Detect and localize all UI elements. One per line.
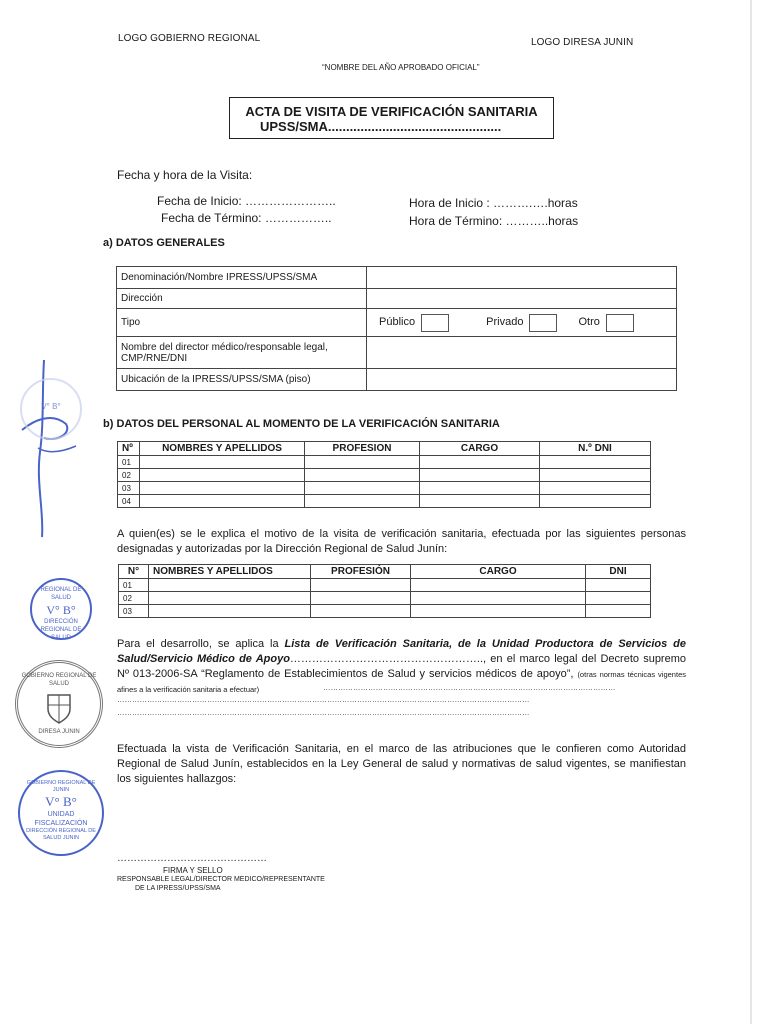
year-motto: “NOMBRE DEL AÑO APROBADO OFICIAL” — [322, 63, 480, 72]
row-number: 01 — [118, 456, 140, 469]
designated-header: PROFESIÓN — [311, 565, 411, 579]
page-edge-shadow — [750, 0, 752, 1024]
personnel-header: PROFESION — [305, 442, 420, 456]
vb-stamp-1-mid: V° B° — [46, 603, 76, 617]
row-number: 03 — [118, 482, 140, 495]
personnel-table — [117, 441, 651, 508]
gov-seal-top: GOBIERNO REGIONAL DE SALUD — [21, 673, 97, 687]
tipo-privado-label: Privado — [486, 316, 524, 329]
explanation-paragraph: A quien(es) se le explica el motivo de la visita de verificación sanitaria, efectuada por las siguientes personas designadas y autorizadas por la Dirección Regional de Salud Junín: — [117, 528, 686, 555]
tipo-publico-checkbox[interactable] — [421, 314, 449, 332]
visit-heading: Fecha y hora de la Visita: — [117, 168, 253, 182]
tipo-otro-label: Otro — [578, 316, 600, 329]
faded-stamp-text: V° B° — [41, 402, 61, 411]
general-row-value — [367, 337, 677, 369]
logo-right-placeholder: LOGO DIRESA JUNIN — [531, 37, 634, 48]
general-row-label: Ubicación de la IPRESS/UPSS/SMA (piso) — [117, 369, 367, 391]
designated-personnel-table — [118, 564, 651, 618]
general-row-value — [367, 267, 677, 289]
tipo-options — [367, 309, 677, 337]
fisc-stamp-unit: UNIDAD FISCALIZACIÓN — [34, 811, 88, 827]
vb-stamp-1-top: REGIONAL DE SALUD — [40, 587, 82, 601]
personnel-header: NOMBRES Y APELLIDOS — [140, 442, 305, 456]
signature-role: RESPONSABLE LEGAL/DIRECTOR MEDICO/REPRESENTANTE — [117, 876, 325, 883]
general-row-label: Tipo — [117, 309, 367, 337]
signature-line: ……………………………………… — [117, 853, 267, 864]
fisc-stamp-top: GOBIERNO REGIONAL DE JUNIN — [26, 780, 96, 793]
other-norms-note: (otras normas técnicas vigentes afines a la verificación sanitaria a efectuar) — [117, 670, 686, 694]
document-title-box — [229, 97, 554, 139]
table-row — [119, 592, 651, 605]
checklist-name: Lista de Verificación Sanitaria, de la Unidad Productora de Servicios de Salud/Servicio Médico de Apoyo — [117, 638, 686, 665]
logo-left-placeholder: LOGO GOBIERNO REGIONAL — [118, 33, 261, 44]
table-row — [118, 495, 651, 508]
designated-header: DNI — [586, 565, 651, 579]
row-number: 03 — [119, 605, 149, 618]
fisc-stamp-mid: V° B° — [45, 794, 77, 809]
designated-header: N° — [119, 565, 149, 579]
tipo-publico-label: Público — [379, 316, 416, 329]
personnel-header: CARGO — [420, 442, 540, 456]
end-time-field: Hora de Término: ………..horas — [409, 214, 579, 228]
faded-stamp — [20, 378, 82, 440]
table-row — [119, 605, 651, 618]
personnel-header: N.º DNI — [540, 442, 651, 456]
gov-seal-bottom: DIRESA JUNIN — [38, 729, 80, 735]
general-row-label: Denominación/Nombre IPRESS/UPSS/SMA — [117, 267, 367, 289]
development-text-1: Para el desarrollo, se aplica la — [117, 638, 285, 650]
general-data-table — [116, 266, 677, 391]
start-time-field: Hora de Inicio : ……….….horas — [409, 196, 578, 210]
table-row — [118, 456, 651, 469]
general-row-value — [367, 369, 677, 391]
dotted-line-3: ………………………………………………………………………………………………………………………………………………… — [117, 708, 530, 717]
fiscalization-unit-stamp — [18, 770, 104, 856]
row-number: 04 — [118, 495, 140, 508]
vb-stamp-1 — [30, 578, 92, 640]
row-number: 02 — [119, 592, 149, 605]
start-date-field: Fecha de Inicio: ………………….. — [157, 194, 336, 208]
dotted-line-1: ……………………………………………………………………………………………………… — [323, 683, 616, 692]
row-number: 02 — [118, 469, 140, 482]
findings-paragraph: Efectuada la vista de Verificación Sanitaria, en el marco de las atribuciones que le confieren como Autoridad Regional de Salud Junín, establecidos en la Ley General de salud y normativas de salud vigentes, se manifiestan los siguientes hallazgos: — [117, 743, 686, 785]
general-row-label: Dirección — [117, 289, 367, 309]
general-row-value — [367, 289, 677, 309]
personnel-header: Nº — [118, 442, 140, 456]
section-b-title: b) DATOS DEL PERSONAL AL MOMENTO DE LA VERIFICACIÓN SANITARIA — [103, 418, 500, 430]
vb-stamp-1-bottom: DIRECCIÓN REGIONAL DE SALUD — [40, 619, 82, 641]
signature-label: FIRMA Y SELLO — [163, 866, 223, 875]
designated-header: NOMBRES Y APELLIDOS — [149, 565, 311, 579]
tipo-otro-checkbox[interactable] — [606, 314, 634, 332]
signature-entity: DE LA IPRESS/UPSS/SMA — [135, 885, 221, 892]
fisc-stamp-bottom: DIRECCIÓN REGIONAL DE SALUD JUNIN — [26, 828, 96, 841]
row-number: 01 — [119, 579, 149, 592]
end-date-field: Fecha de Término: …………….. — [161, 211, 332, 225]
section-a-title: a) DATOS GENERALES — [103, 237, 225, 249]
regional-government-seal — [15, 660, 103, 748]
table-row — [119, 579, 651, 592]
designated-header: CARGO — [411, 565, 586, 579]
tipo-privado-checkbox[interactable] — [529, 314, 557, 332]
dotted-line-2: ………………………………………………………………………………………………………………………………………………… — [117, 695, 530, 704]
coat-of-arms-icon — [42, 691, 76, 725]
general-row-label: Nombre del director médico/responsable legal, CMP/RNE/DNI — [117, 337, 367, 369]
development-text-2: …………………………………………….., en el marco legal del Decreto supremo Nº 013-2006-SA “Reglamento de Establecimientos de Salud y servicios médicos de apoyo”, — [117, 653, 686, 680]
title-line-2: UPSS/SMA................................................ — [260, 119, 502, 134]
title-line-1: ACTA DE VISITA DE VERIFICACIÓN SANITARIA — [245, 104, 538, 119]
table-row — [118, 482, 651, 495]
table-row — [118, 469, 651, 482]
